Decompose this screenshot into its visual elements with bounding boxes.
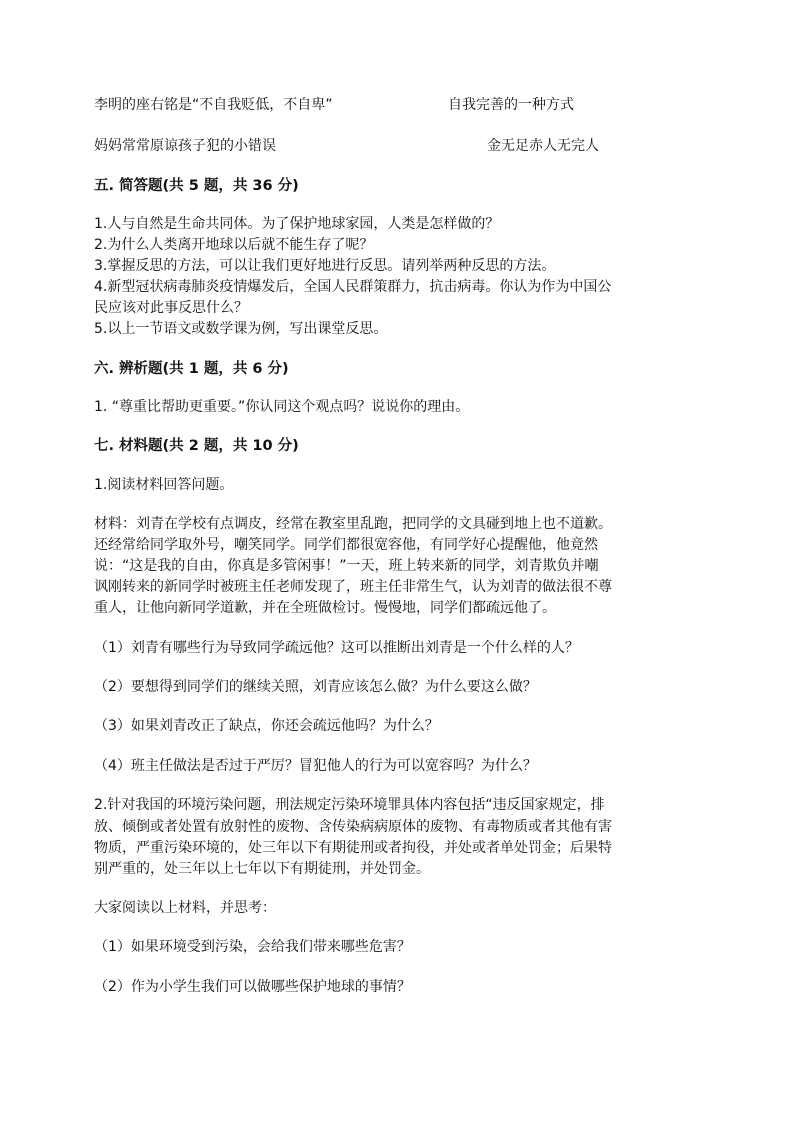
matching-left-item: 李明的座右铭是“不自我贬低，不自卑” [94,97,333,113]
question: 1.人与自然是生命共同体。为了保护地球家园，人类是怎样做的？ [94,216,500,232]
matching-right-item: 金无足赤人无完人 [487,138,599,154]
sub-question: （3）如果刘青改正了缺点，你还会疏远他吗？为什么？ [94,718,439,734]
question: 1.阅读材料回答问题。 [94,477,234,493]
material-line: 说：“这是我的自由，你真是多管闲事！”一天，班上转来新的同学，刘青欺负并嘲 [94,558,599,574]
matching-left-item: 妈妈常常原谅孩子犯的小错误 [94,138,276,154]
sub-question: （1）如果环境受到污染，会给我们带来哪些危害？ [94,939,411,955]
section-heading: 六. 辨析题(共 1 题，共 6 分) [94,361,289,377]
question: 5.以上一节语文或数学课为例，写出课堂反思。 [94,321,388,337]
sub-question: （2）作为小学生我们可以做哪些保护地球的事情？ [94,979,411,995]
sub-question: （1）刘青有哪些行为导致同学疏远他？这可以推断出刘青是一个什么样的人？ [94,640,579,656]
question: 1. “尊重比帮助更重要。”你认同这个观点吗？说说你的理由。 [94,399,470,415]
question-line: 放、倾倒或者处置有放射性的废物、含传染病病原体的废物、有毒物质或者其他有害 [94,819,612,835]
sub-question: （4）班主任做法是否过于严厉？冒犯他人的行为可以宽容吗？为什么？ [94,758,537,774]
question-line: 2.针对我国的环境污染问题，刑法规定污染环境罪具体内容包括“违反国家规定，排 [94,797,605,813]
material-line: 重人，让他向新同学道歉，并在全班做检讨。慢慢地，同学们都疏远他了。 [94,600,556,616]
question: 3.掌握反思的方法，可以让我们更好地进行反思。请列举两种反思的方法。 [94,258,556,274]
material-line: 还经常给同学取外号，嘲笑同学。同学们都很宽容他，有同学好心提醒他，他竟然 [94,537,598,553]
prompt-text: 大家阅读以上材料，并思考： [94,900,276,916]
question: 2.为什么人类离开地球以后就不能生存了呢？ [94,237,374,253]
sub-question: （2）要想得到同学们的继续关照，刘青应该怎么做？为什么要这么做？ [94,679,537,695]
section-heading: 五. 简答题(共 5 题，共 36 分) [94,178,299,194]
material-line: 材料：刘青在学校有点调皮，经常在教室里乱跑，把同学的文具碰到地上也不道歉。 [94,516,612,532]
question: 4.新型冠状病毒肺炎疫情爆发后，全国人民群策群力，抗击病毒。你认为作为中国公 [94,279,612,295]
section-heading: 七. 材料题(共 2 题，共 10 分) [94,438,299,454]
question-line: 物质，严重污染环境的，处三年以下有期徒刑或者拘役，并处或者单处罚金；后果特 [94,840,612,856]
matching-right-item: 自我完善的一种方式 [448,97,574,113]
question-line: 别严重的，处三年以上七年以下有期徒刑，并处罚金。 [94,861,430,877]
material-line: 讽刚转来的新同学时被班主任老师发现了，班主任非常生气，认为刘青的做法很不尊 [94,579,612,595]
question-continuation: 民应该对此事反思什么？ [94,300,248,316]
